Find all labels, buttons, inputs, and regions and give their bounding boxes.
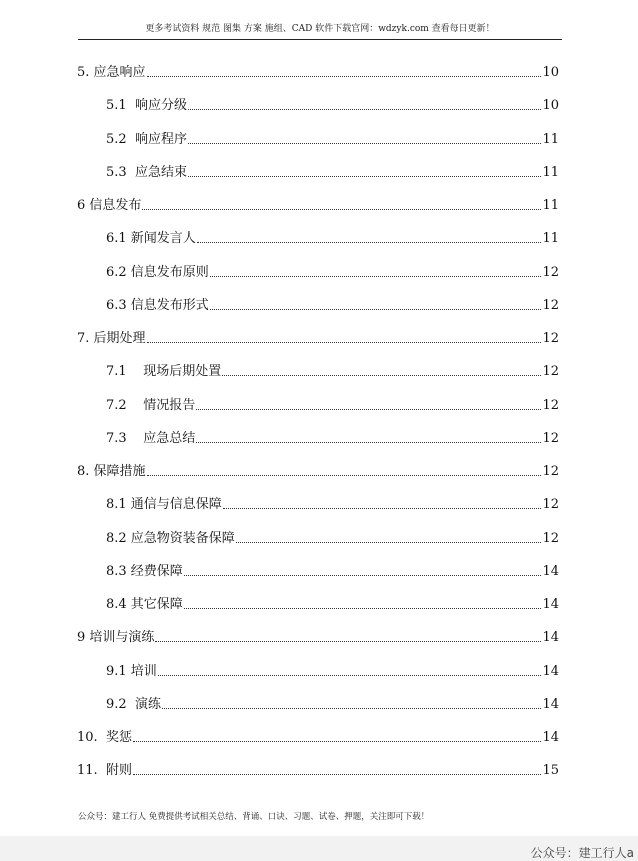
- toc-entry-page-number: 14: [542, 696, 559, 712]
- toc-entry-label: 9.1 培训: [106, 663, 157, 679]
- toc-entry-label: 8.1 通信与信息保障: [106, 497, 222, 513]
- toc-entry[interactable]: [106, 94, 559, 114]
- toc-entry-label: 7.2 情况报告: [106, 397, 196, 413]
- page-header-banner: 更多考试资料 规范 图集 方案 施组、CAD 软件下载官网：wdzyk.com 查看每日更新！: [145, 24, 495, 34]
- toc-entry-label: 10. 奖惩: [77, 730, 132, 745]
- toc-entry[interactable]: [106, 427, 559, 447]
- toc-entry-page-number: 14: [542, 597, 559, 612]
- dot-leader: [210, 276, 542, 277]
- toc-entry[interactable]: [106, 493, 559, 513]
- toc-entry-page-number: 12: [542, 430, 559, 446]
- toc-entry[interactable]: [77, 61, 559, 81]
- toc-entry[interactable]: [106, 693, 559, 713]
- toc-entry-page-number: 12: [542, 331, 559, 346]
- toc-entry[interactable]: [106, 527, 559, 547]
- dot-leader: [147, 76, 542, 77]
- toc-entry[interactable]: [106, 394, 559, 414]
- toc-entry-label: 7.1 现场后期处置: [106, 364, 222, 380]
- toc-entry[interactable]: [77, 626, 559, 646]
- toc-entry[interactable]: [106, 261, 559, 281]
- toc-entry-label: 5.1 响应分级: [106, 98, 187, 114]
- toc-entry-page-number: 12: [542, 264, 559, 280]
- toc-entry-page-number: 14: [542, 663, 559, 679]
- dot-leader: [158, 675, 542, 676]
- dot-leader: [236, 542, 542, 543]
- dot-leader: [196, 442, 541, 443]
- toc-entry-label: 9 培训与演练: [77, 630, 155, 646]
- dot-leader: [188, 143, 542, 144]
- toc-entry[interactable]: [77, 460, 559, 480]
- toc-entry-label: 8.3 经费保障: [106, 563, 183, 579]
- toc-entry[interactable]: [77, 327, 559, 347]
- toc-entry-label: 5.2 响应程序: [106, 131, 187, 147]
- dot-leader: [133, 741, 542, 742]
- dot-leader: [147, 475, 542, 476]
- toc-entry-label: 6 信息发布: [77, 198, 142, 213]
- dot-leader: [196, 409, 541, 410]
- toc-entry-page-number: 12: [542, 530, 559, 546]
- toc-entry-page-number: 10: [542, 65, 559, 80]
- dot-leader: [162, 708, 542, 709]
- toc-entry-page-number: 14: [542, 563, 559, 579]
- toc-entry-page-number: 11: [542, 198, 559, 213]
- toc-entry-page-number: 12: [542, 364, 559, 380]
- dot-leader: [147, 342, 542, 343]
- toc-entry-page-number: 10: [542, 98, 559, 114]
- toc-entry[interactable]: [106, 360, 559, 380]
- toc-entry-page-number: 12: [542, 464, 559, 479]
- dot-leader: [184, 575, 542, 576]
- toc-entry[interactable]: [106, 660, 559, 680]
- toc-entry[interactable]: [77, 759, 559, 779]
- toc-entry-label: 11. 附则: [77, 763, 132, 779]
- dot-leader: [188, 109, 542, 110]
- toc-entry-label: 5. 应急响应: [77, 65, 146, 80]
- dot-leader: [133, 774, 542, 775]
- toc-entry-page-number: 15: [542, 763, 559, 779]
- dot-leader: [223, 508, 542, 509]
- dot-leader: [142, 209, 541, 210]
- toc-entry-page-number: 12: [542, 297, 559, 313]
- toc-entry[interactable]: [106, 294, 559, 314]
- dot-leader: [222, 375, 541, 376]
- toc-entry[interactable]: [106, 227, 559, 247]
- dot-leader: [210, 309, 542, 310]
- toc-entry[interactable]: [77, 726, 559, 746]
- toc-entry[interactable]: [106, 161, 559, 181]
- dot-leader: [188, 176, 542, 177]
- toc-entry-label: 8.4 其它保障: [106, 597, 183, 612]
- toc-entry-label: 5.3 应急结束: [106, 164, 187, 180]
- toc-entry-page-number: 14: [542, 630, 559, 646]
- dot-leader: [197, 242, 542, 243]
- toc-entry-label: 9.2 演练: [106, 696, 161, 712]
- toc-entry-page-number: 14: [542, 730, 559, 745]
- toc-entry-label: 8.2 应急物资装备保障: [106, 530, 235, 546]
- toc-entry[interactable]: [106, 560, 559, 580]
- toc-entry[interactable]: [77, 194, 559, 214]
- toc-entry-label: 7.3 应急总结: [106, 430, 196, 446]
- toc-entry[interactable]: [106, 128, 559, 148]
- toc-entry-label: 6.1 新闻发言人: [106, 231, 196, 247]
- toc-entry-page-number: 11: [542, 231, 559, 247]
- toc-entry-label: 6.2 信息发布原则: [106, 264, 209, 280]
- toc-entry-page-number: 12: [542, 497, 559, 513]
- dot-leader: [184, 608, 542, 609]
- dot-leader: [155, 641, 541, 642]
- toc-entry-page-number: 11: [542, 131, 559, 147]
- watermark-text: 公众号：建工行人a: [530, 846, 634, 860]
- toc-entry-label: 8. 保障措施: [77, 464, 146, 479]
- toc-entry-page-number: 12: [542, 397, 559, 413]
- toc-entry-label: 6.3 信息发布形式: [106, 297, 209, 313]
- toc-entry-page-number: 11: [542, 164, 559, 180]
- toc-entry-label: 7. 后期处理: [77, 331, 146, 346]
- toc-entry[interactable]: [106, 593, 559, 613]
- page-footer-note: 公众号：建工行人 免费提供考试相关总结、背诵、口诀、习题、试卷、押题，关注即可下载！: [78, 812, 430, 822]
